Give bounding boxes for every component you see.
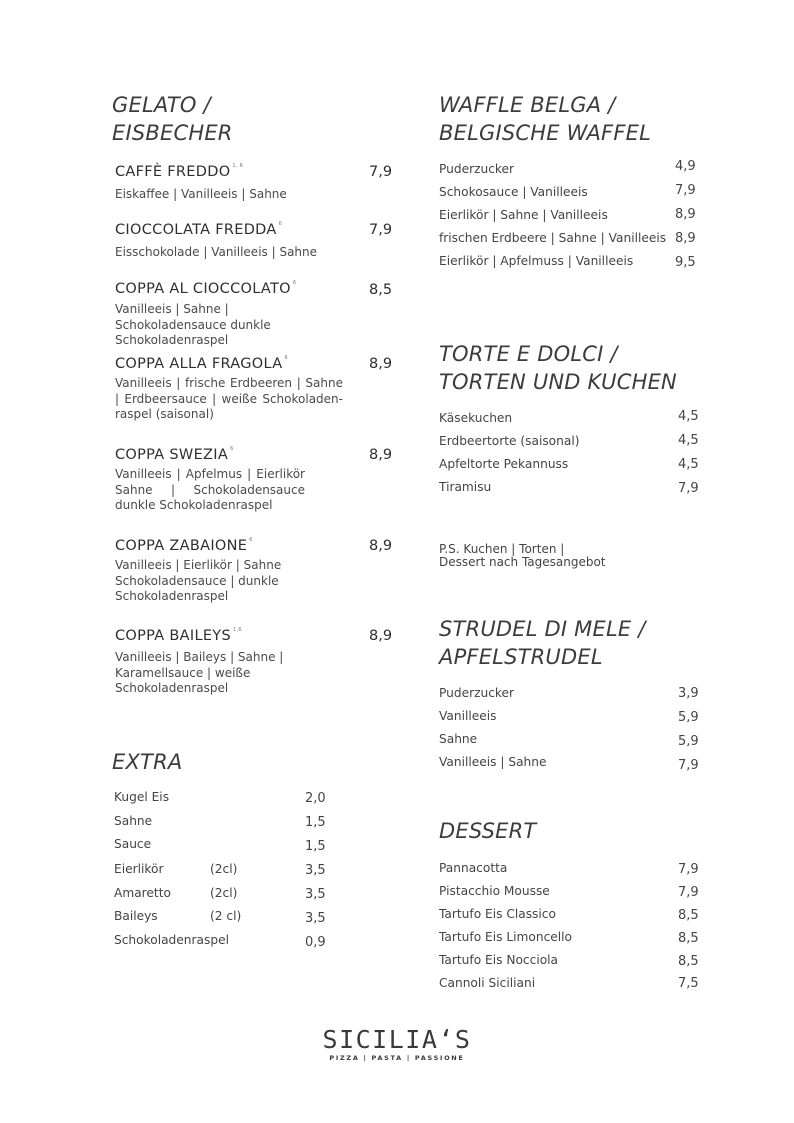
- waffle-heading-line-1: WAFFLE BELGA /: [439, 93, 616, 117]
- strudel-name: Vanilleeis | Sahne: [439, 755, 547, 769]
- item-name: COPPA AL CIOCCOLATO: [115, 281, 291, 297]
- item-price: 8,9: [369, 447, 393, 463]
- strudel-heading: [439, 615, 645, 671]
- torte-name: Käsekuchen: [439, 411, 513, 425]
- extra-name: Schokoladenraspel: [114, 933, 229, 947]
- extra-price: 3,5: [305, 887, 326, 902]
- allergen-note: 6: [249, 537, 253, 543]
- waffle-name: frischen Erdbeere | Sahne | Vanilleeis: [439, 231, 667, 245]
- dessert-name: Tartufo Eis Limoncello: [439, 930, 572, 944]
- item-price: 8,9: [369, 628, 393, 644]
- extra-heading: EXTRA: [112, 750, 183, 774]
- brand-logo-title: SICILIA‘S: [322, 1025, 472, 1054]
- waffle-price: 8,9: [675, 207, 696, 222]
- extra-name: Baileys: [114, 909, 158, 923]
- allergen-note: 6: [230, 446, 234, 452]
- allergen-note: 6: [292, 280, 297, 286]
- item-description: Eiskaffee | Vanilleeis | Sahne: [115, 187, 287, 201]
- item-price: 7,9: [369, 164, 393, 180]
- item-price: 7,9: [369, 222, 393, 238]
- item-name: COPPA BAILEYS: [115, 628, 231, 644]
- strudel-name: Vanilleeis: [439, 709, 497, 723]
- gelato-heading-line-1: GELATO /: [112, 93, 211, 117]
- waffle-heading: [439, 91, 651, 147]
- item-price: 8,9: [369, 538, 393, 554]
- waffle-heading-line-2: BELGISCHE WAFFEL: [439, 121, 651, 145]
- extra-price: 1,5: [305, 815, 326, 830]
- dessert-heading: DESSERT: [439, 819, 537, 843]
- item-name: COPPA ZABAIONE: [115, 538, 248, 554]
- item-name: COPPA ALLA FRAGOLA: [115, 356, 283, 372]
- allergen-note: 1, 6: [232, 163, 244, 169]
- allergen-note: 6: [278, 221, 283, 227]
- item-description: Vanilleeis | Eierlikör | Sahne Schokoladensauce | dunkle Schokoladenraspel: [115, 558, 282, 603]
- torte-note-line-2: Dessert nach Tagesangebot: [439, 555, 606, 569]
- torte-name: Erdbeertorte (saisonal): [439, 434, 580, 448]
- extra-price: 1,5: [305, 839, 326, 854]
- extra-name: Amaretto: [114, 886, 171, 900]
- dessert-price: 7,9: [678, 885, 699, 900]
- dessert-price: 8,5: [678, 954, 699, 969]
- dessert-price: 8,5: [678, 931, 699, 946]
- extra-quantity: (2cl): [210, 886, 238, 900]
- gelato-heading-line-2: EISBECHER: [112, 121, 233, 145]
- allergen-note: 1,6: [232, 627, 242, 633]
- dessert-name: Tartufo Eis Nocciola: [439, 953, 559, 967]
- extra-name: Sauce: [114, 837, 152, 851]
- torte-price: 4,5: [678, 457, 699, 472]
- extra-price: 2,0: [305, 791, 326, 806]
- dessert-price: 8,5: [678, 908, 699, 923]
- dessert-price: 7,9: [678, 862, 699, 877]
- extra-quantity: (2cl): [210, 862, 238, 876]
- strudel-price: 3,9: [678, 686, 699, 701]
- dessert-name: Pistacchio Mousse: [439, 884, 550, 898]
- dessert-price: 7,5: [678, 976, 699, 991]
- waffle-price: 9,5: [675, 255, 696, 270]
- strudel-name: Puderzucker: [439, 686, 515, 700]
- waffle-price: 7,9: [675, 183, 696, 198]
- torte-price: 4,5: [678, 433, 699, 448]
- extra-price: 3,5: [305, 863, 326, 878]
- torte-name: Tiramisu: [439, 480, 492, 494]
- waffle-name: Schokosauce | Vanilleeis: [439, 185, 588, 199]
- item-name: COPPA SWEZIA: [115, 447, 229, 463]
- waffle-name: Eierlikör | Sahne | Vanilleeis: [439, 208, 608, 222]
- torte-note: [439, 543, 606, 569]
- brand-logo-subtitle: PIZZA | PASTA | PASSIONE: [329, 1054, 465, 1062]
- waffle-price: 4,9: [675, 159, 696, 174]
- extra-price: 0,9: [305, 935, 326, 950]
- extra-name: Sahne: [114, 814, 153, 828]
- strudel-price: 7,9: [678, 758, 699, 773]
- item-description: Vanilleeis | Baileys | Sahne | Karamellsauce | weiße Schokoladenraspel: [115, 650, 284, 695]
- torte-name: Apfeltorte Pekannuss: [439, 457, 569, 471]
- item-description: Vanilleeis | Sahne | Schokoladensauce dunkle Schokoladenraspel: [115, 302, 271, 347]
- allergen-note: 6: [284, 355, 288, 361]
- strudel-name: Sahne: [439, 732, 478, 746]
- torte-heading-line-2: TORTEN UND KUCHEN: [439, 370, 677, 394]
- strudel-heading-line-1: STRUDEL DI MELE /: [439, 617, 646, 641]
- item-description: Vanilleeis | frische Erdbeeren | Sahne | Erdbeersauce | weiße Schokoladen-raspel (saisonal): [115, 376, 343, 421]
- item-name: CAFFÈ FREDDO: [115, 164, 231, 180]
- item-price: 8,9: [369, 356, 393, 372]
- waffle-price: 8,9: [675, 231, 696, 246]
- torte-note-line-1: P.S. Kuchen | Torten |: [439, 542, 565, 556]
- dessert-name: Pannacotta: [439, 861, 508, 875]
- strudel-price: 5,9: [678, 710, 699, 725]
- brand-logo: [0, 1026, 794, 1062]
- waffle-name: Eierlikör | Apfelmuss | Vanilleeis: [439, 254, 634, 268]
- gelato-heading: [112, 91, 233, 147]
- dessert-name: Tartufo Eis Classico: [439, 907, 556, 921]
- waffle-name: Puderzucker: [439, 162, 515, 176]
- extra-name: Eierlikör: [114, 862, 164, 876]
- extra-quantity: (2 cl): [210, 909, 242, 923]
- torte-price: 4,5: [678, 409, 699, 424]
- torte-heading-line-1: TORTE E DOLCI /: [439, 342, 618, 366]
- dessert-name: Cannoli Siciliani: [439, 976, 536, 990]
- strudel-heading-line-2: APFELSTRUDEL: [439, 645, 603, 669]
- torte-price: 7,9: [678, 481, 699, 496]
- item-description: Eisschokolade | Vanilleeis | Sahne: [115, 245, 318, 259]
- item-name: CIOCCOLATA FREDDA: [115, 222, 277, 238]
- strudel-price: 5,9: [678, 734, 699, 749]
- item-description: Vanilleeis | Apfelmus | Eierlikör Sahne | Schokoladensauce dunkle Schokoladenraspel: [115, 467, 305, 512]
- item-price: 8,5: [369, 282, 393, 298]
- extra-price: 3,5: [305, 911, 326, 926]
- torte-heading: [439, 340, 677, 396]
- extra-name: Kugel Eis: [114, 790, 170, 804]
